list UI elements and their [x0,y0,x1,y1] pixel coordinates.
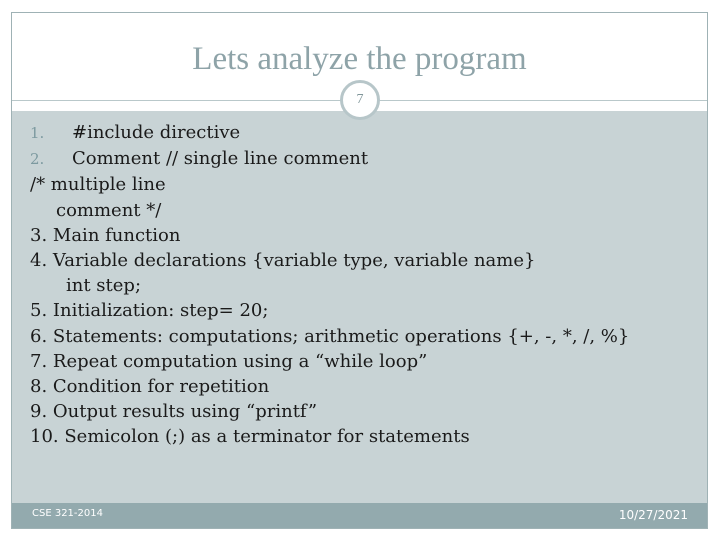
slide-number-badge: 7 [340,80,380,120]
list-item [30,298,690,323]
slide-title: Lets analyze the program [192,41,527,77]
list-item [30,172,690,197]
list-number: 2. [30,150,45,169]
list-text: 5. Initialization: step= 20; [30,300,269,322]
list-text: int step; [66,275,142,297]
list-text: Comment // single line comment [72,148,369,170]
list-item [30,120,690,146]
list-item [30,146,690,172]
list-text: 7. Repeat computation using a “while loop” [30,350,428,372]
list-text: #include directive [72,122,241,143]
slide-footer [12,503,707,528]
list-item [30,273,690,298]
list-text: 4. Variable declarations {variable type, variable name} [30,250,536,272]
list-text: 9. Output results using “printf” [30,401,318,423]
list-item [30,198,690,223]
list-text: 3. Main function [30,224,181,246]
list-item [30,248,690,273]
list-text: /* multiple line [30,174,166,196]
list-item [30,223,690,248]
list-item [30,349,690,374]
list-item [30,324,690,349]
list-number: 1. [30,124,45,142]
list-text: 10. Semicolon (;) as a terminator for statements [30,426,470,448]
list-text: 8. Condition for repetition [30,376,270,398]
list-text: comment */ [56,199,162,221]
list-item [30,399,690,424]
footer-course: CSE 321-2014 [32,508,103,519]
list-text: 6. Statements: computations; arithmetic operations {+, -, *, /, %} [30,325,630,347]
list-item [30,374,690,399]
footer-date: 10/27/2021 [618,508,688,522]
content-list [30,120,690,450]
list-item [30,424,690,449]
